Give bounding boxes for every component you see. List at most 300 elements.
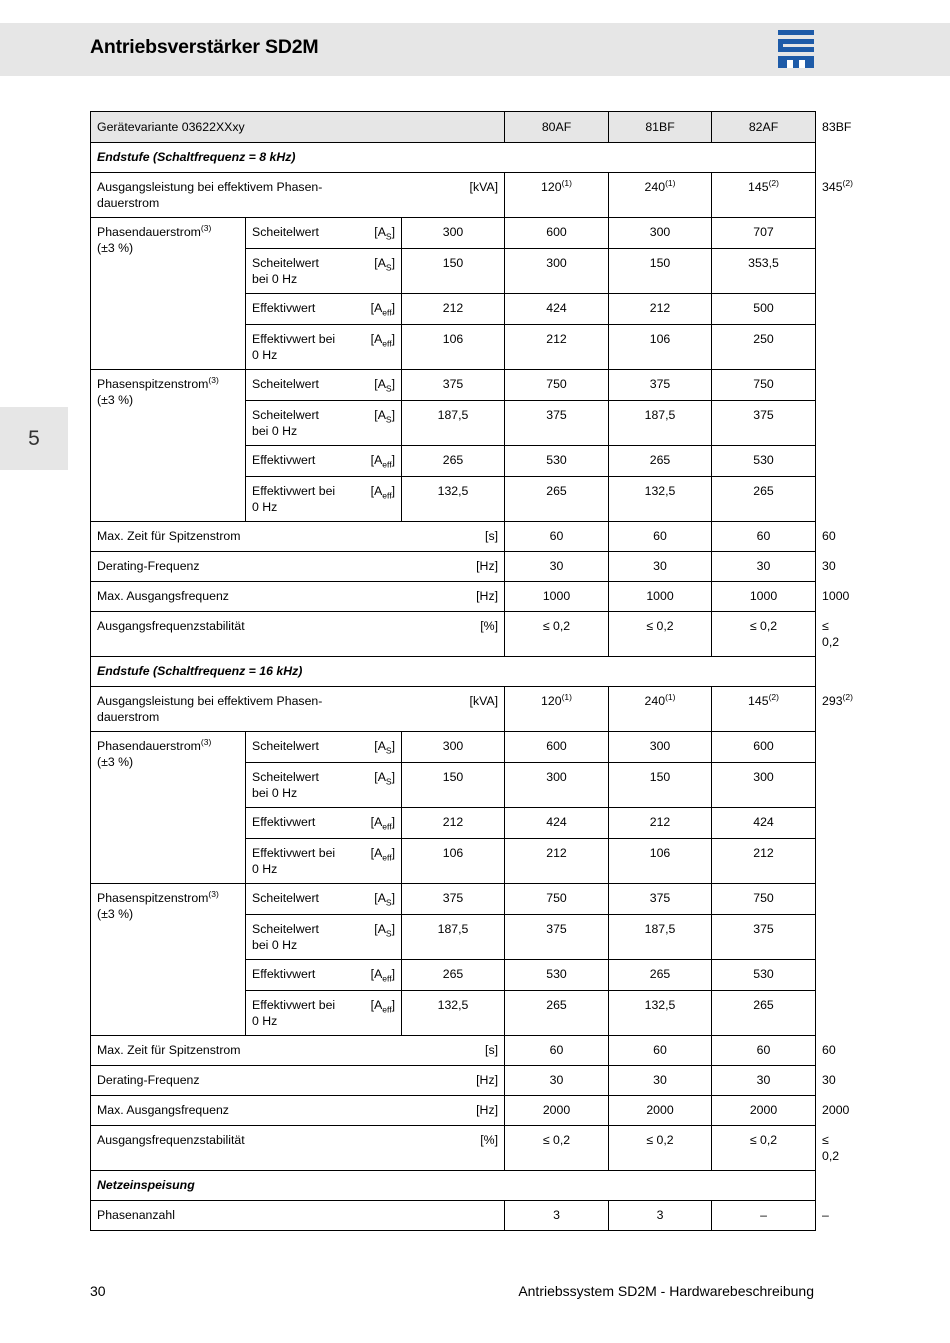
unit-subscript: S bbox=[385, 928, 392, 939]
s16-peak-current-rms-cell bbox=[609, 960, 712, 991]
s16-continuous-current-rms-value: 212 bbox=[649, 815, 671, 829]
s8-power-label-cell-text: dauerstrom bbox=[97, 195, 160, 210]
s8-frequency-stability-label-cell-text: Ausgangsfrequenzstabilität bbox=[97, 619, 245, 633]
s16-frequency-stability-cell bbox=[505, 1126, 609, 1171]
s16-continuous-current-peak-label-cell-label bbox=[252, 739, 319, 755]
s16-continuous-current-rms0-cell bbox=[402, 839, 505, 884]
footnote-ref: (3) bbox=[208, 374, 219, 385]
s16-frequency-stability-row bbox=[91, 1126, 816, 1171]
s16-max-time-label-cell-content bbox=[97, 1043, 498, 1059]
s8-continuous-current-peak-cell bbox=[402, 218, 505, 249]
s16-peak-current-peak0-value: 375 bbox=[753, 922, 774, 936]
unit-bracket: [A bbox=[370, 332, 383, 346]
s16-max-time-row bbox=[91, 1036, 816, 1066]
s8-max-time-label-cell-label bbox=[97, 529, 241, 545]
specification-table bbox=[90, 111, 853, 1231]
s8-section-title-text: Endstufe (Schaltfrequenz = 8 kHz) bbox=[97, 150, 296, 164]
s8-power-row bbox=[91, 173, 816, 218]
variant-name: 80AF bbox=[541, 119, 572, 134]
s16-peak-current-peak0-label-cell-text: bei 0 Hz bbox=[252, 937, 298, 952]
s8-max-time-cell bbox=[609, 522, 712, 552]
unit-bracket: [A bbox=[374, 408, 386, 422]
power-value: 145 bbox=[748, 180, 769, 194]
s16-peak-current-rms0-cell bbox=[712, 991, 816, 1036]
unit-bracket: ] bbox=[391, 256, 395, 270]
tolerance-label: (±3 %) bbox=[97, 906, 134, 921]
s8-peak-current-peak-label-cell-content bbox=[252, 377, 395, 393]
s8-continuous-current-peak-value: 300 bbox=[442, 225, 464, 239]
power-value: 293 bbox=[822, 694, 843, 708]
s8-max-frequency-label-cell-label bbox=[97, 589, 229, 605]
phases-label: Phasenanzahl bbox=[97, 1208, 175, 1222]
footnote-ref: (1) bbox=[665, 691, 676, 702]
s8-frequency-stability-label-cell-label bbox=[97, 619, 245, 635]
s16-peak-current-peak0-value: 187,5 bbox=[644, 922, 676, 936]
s8-continuous-current-peak0-label-cell-content bbox=[252, 256, 395, 287]
s8-continuous-current-peak-label-cell bbox=[246, 218, 402, 249]
s8-peak-current-rms-label-cell-text: Effektivwert bbox=[252, 453, 316, 467]
s16-section-title-text: Endstufe (Schaltfrequenz = 16 kHz) bbox=[97, 664, 303, 678]
unit-bracket: ] bbox=[391, 770, 395, 784]
s8-derating-value: 30 bbox=[822, 559, 836, 573]
s16-peak-current-peak0-value: 375 bbox=[546, 922, 567, 936]
s16-peak-current-peak0-label-cell bbox=[246, 915, 402, 960]
s8-continuous-current-peak0-value: 150 bbox=[442, 256, 464, 270]
unit-bracket: [A bbox=[370, 301, 383, 315]
unit bbox=[476, 559, 498, 575]
unit-subscript: eff bbox=[382, 821, 392, 832]
variant-label: Gerätevariante 03622XXxy bbox=[97, 119, 245, 134]
s8-continuous-current-rms-label-cell-label bbox=[252, 301, 315, 317]
s8-continuous-current-rms0-label-cell-label bbox=[252, 332, 335, 363]
s8-max-frequency-label-cell-content bbox=[97, 589, 498, 605]
s8-continuous-current-rms-value: 212 bbox=[442, 301, 464, 315]
s16-peak-current-peak0-label-cell-label bbox=[252, 922, 319, 953]
unit-bracket: ] bbox=[391, 891, 395, 905]
s16-peak-current-rms0-label-cell-content bbox=[252, 998, 395, 1029]
s16-peak-current-peak-value: 375 bbox=[442, 891, 464, 905]
unit bbox=[374, 739, 395, 755]
s16-max-frequency-label-cell bbox=[91, 1096, 505, 1126]
unit-label: [kVA] bbox=[469, 180, 499, 194]
s16-derating-value: 30 bbox=[653, 1073, 667, 1087]
s16-max-frequency-row bbox=[91, 1096, 816, 1126]
unit bbox=[374, 891, 395, 907]
variant-name: 82AF bbox=[748, 119, 779, 134]
s8-frequency-stability-row bbox=[91, 612, 816, 657]
s8-peak-current-rms-value: 530 bbox=[546, 453, 567, 467]
s8-peak-current-label: Phasenspitzenstrom bbox=[97, 377, 209, 391]
s8-peak-current-rms-value: 265 bbox=[442, 453, 464, 467]
unit bbox=[371, 332, 395, 363]
s8-peak-current-rms0-cell bbox=[609, 477, 712, 522]
s16-peak-current-rms-label-cell-text: Effektivwert bbox=[252, 967, 316, 981]
s16-derating-row bbox=[91, 1066, 816, 1096]
s16-continuous-current-rms-label-cell bbox=[246, 808, 402, 839]
s8-continuous-current-peak-value: 707 bbox=[753, 225, 774, 239]
s8-max-frequency-value: 1000 bbox=[542, 589, 571, 603]
phases-value: 3 bbox=[553, 1208, 560, 1222]
unit bbox=[371, 301, 395, 317]
s8-section-title bbox=[91, 143, 816, 173]
s16-continuous-current-peak-value: 300 bbox=[442, 739, 464, 753]
s16-derating-value: 30 bbox=[549, 1073, 564, 1087]
unit bbox=[470, 180, 498, 211]
unit-bracket: [A bbox=[374, 891, 386, 905]
s8-continuous-current-rms-cell bbox=[712, 294, 816, 325]
s16-frequency-stability-label-cell-content bbox=[97, 1133, 498, 1149]
s16-max-frequency-value: 2000 bbox=[542, 1103, 571, 1117]
s8-continuous-current-peak-row bbox=[91, 218, 816, 249]
s16-frequency-stability-label-cell-text: Ausgangsfrequenzstabilität bbox=[97, 1133, 245, 1147]
s8-derating-value: 30 bbox=[549, 559, 564, 573]
document-title: Antriebssystem SD2M - Hardwarebeschreibung bbox=[518, 1283, 814, 1299]
s16-derating-cell bbox=[712, 1066, 816, 1096]
unit-label: [Hz] bbox=[476, 589, 499, 603]
s8-peak-current-rms0-value: 132,5 bbox=[437, 484, 469, 498]
s16-continuous-current-peak-label-cell bbox=[246, 732, 402, 763]
s16-peak-current-rms0-label-cell-text: Effektivwert bei bbox=[252, 998, 336, 1012]
s8-peak-current-peak-value: 750 bbox=[546, 377, 567, 391]
s16-power-cell bbox=[712, 687, 816, 732]
s16-max-time-value: 60 bbox=[756, 1043, 771, 1057]
s8-continuous-current-rms-cell bbox=[609, 294, 712, 325]
s16-max-time-label-cell-label bbox=[97, 1043, 241, 1059]
s8-continuous-current-rms0-label-cell-text: Effektivwert bei bbox=[252, 332, 336, 346]
s16-section-title bbox=[91, 657, 816, 687]
footnote-ref: (3) bbox=[200, 222, 212, 233]
unit-subscript: eff bbox=[382, 852, 392, 863]
s16-peak-current-peak-cell bbox=[505, 884, 609, 915]
s16-peak-current-peak-label-cell-content bbox=[252, 891, 395, 907]
s8-frequency-stability-cell bbox=[712, 612, 816, 657]
s8-power-cell bbox=[609, 173, 712, 218]
s16-peak-current-peak-cell bbox=[609, 884, 712, 915]
tolerance-label: (±3 %) bbox=[97, 392, 134, 407]
power-value: 120 bbox=[541, 180, 562, 194]
unit-label: [%] bbox=[480, 1133, 499, 1147]
phases-value: – bbox=[822, 1208, 829, 1222]
unit bbox=[371, 484, 395, 515]
s16-power-cell bbox=[609, 687, 712, 732]
s16-continuous-current-rms-cell bbox=[402, 808, 505, 839]
unit-bracket: [A bbox=[370, 484, 383, 498]
unit-bracket: ] bbox=[391, 998, 395, 1012]
power-value: 120 bbox=[541, 694, 562, 708]
s16-derating-label-cell-content bbox=[97, 1073, 498, 1089]
s8-peak-current-peak-label-cell bbox=[246, 370, 402, 401]
s8-max-time-cell bbox=[712, 522, 816, 552]
s16-frequency-stability-value: ≤ 0,2 bbox=[822, 1133, 840, 1163]
s16-continuous-current-rms0-cell bbox=[712, 839, 816, 884]
s16-continuous-current-rms-value: 424 bbox=[546, 815, 567, 829]
s16-continuous-current-peak0-label-cell-label bbox=[252, 770, 319, 801]
s16-derating-cell bbox=[609, 1066, 712, 1096]
s8-peak-current-rms0-label-cell-content bbox=[252, 484, 395, 515]
s8-derating-cell bbox=[609, 552, 712, 582]
s16-frequency-stability-value: ≤ 0,2 bbox=[749, 1133, 778, 1147]
s8-continuous-current-rms0-cell bbox=[712, 325, 816, 370]
variant-column-header bbox=[712, 112, 816, 143]
s16-continuous-current-rms-label-cell-text: Effektivwert bbox=[252, 815, 316, 829]
variant-column-header bbox=[505, 112, 609, 143]
s8-peak-current-peak-value: 375 bbox=[442, 377, 464, 391]
unit bbox=[371, 846, 395, 877]
s8-peak-current-peak0-label-cell bbox=[246, 401, 402, 446]
unit bbox=[470, 694, 498, 725]
s8-frequency-stability-value: ≤ 0,2 bbox=[646, 619, 674, 633]
s8-peak-current-peak-label-cell-label bbox=[252, 377, 319, 393]
footnote-ref: (1) bbox=[665, 177, 676, 188]
s8-continuous-current-peak-label-cell-content bbox=[252, 225, 395, 241]
s8-continuous-current-rms-label-cell bbox=[246, 294, 402, 325]
s16-peak-current-peak0-label-cell-text: Scheitelwert bbox=[252, 922, 319, 936]
s16-power-label-cell-text: dauerstrom bbox=[97, 709, 160, 724]
s16-continuous-current-rms-value: 424 bbox=[753, 815, 774, 829]
s8-peak-current-peak0-value: 187,5 bbox=[437, 408, 469, 422]
variant-name: 81BF bbox=[645, 119, 675, 134]
s16-continuous-current-rms0-value: 212 bbox=[546, 846, 567, 860]
s16-frequency-stability-cell bbox=[712, 1126, 816, 1171]
s16-power-label-cell bbox=[91, 687, 505, 732]
phases-value: – bbox=[760, 1208, 767, 1222]
unit bbox=[476, 1073, 498, 1089]
unit bbox=[480, 619, 498, 635]
s16-derating-value: 30 bbox=[822, 1073, 836, 1087]
s8-continuous-current-rms0-label-cell-text: 0 Hz bbox=[252, 347, 278, 362]
unit-bracket: ] bbox=[391, 301, 395, 315]
unit bbox=[485, 1043, 498, 1059]
unit-subscript: S bbox=[385, 897, 392, 908]
s8-max-frequency-label-cell-text: Max. Ausgangsfrequenz bbox=[97, 589, 229, 603]
unit-label: [Hz] bbox=[476, 559, 499, 573]
s8-derating-label-cell-label bbox=[97, 559, 200, 575]
footnote-ref: (2) bbox=[768, 177, 779, 188]
s16-peak-current-rms-value: 265 bbox=[649, 967, 671, 981]
s8-peak-current-rms-cell bbox=[609, 446, 712, 477]
unit bbox=[476, 589, 498, 605]
phases-cell bbox=[505, 1201, 609, 1231]
s8-peak-current-peak0-cell bbox=[712, 401, 816, 446]
s8-peak-current-peak0-label-cell-text: Scheitelwert bbox=[252, 408, 319, 422]
s16-max-time-cell bbox=[712, 1036, 816, 1066]
footnote-ref: (2) bbox=[768, 691, 779, 702]
s16-continuous-current-peak-cell bbox=[609, 732, 712, 763]
s8-max-frequency-row bbox=[91, 582, 816, 612]
s16-peak-current-rms-value: 265 bbox=[442, 967, 464, 981]
s8-continuous-current-peak0-label-cell bbox=[246, 249, 402, 294]
s8-power-cell bbox=[505, 173, 609, 218]
s8-peak-current-rms0-value: 265 bbox=[753, 484, 774, 498]
unit-label: [Hz] bbox=[476, 1073, 499, 1087]
unit-label: [s] bbox=[485, 529, 499, 543]
s16-continuous-current-peak-value: 600 bbox=[546, 739, 567, 753]
s8-continuous-current-peak-cell bbox=[505, 218, 609, 249]
s16-continuous-current-rms-cell bbox=[712, 808, 816, 839]
unit-bracket: ] bbox=[391, 408, 395, 422]
unit-subscript: eff bbox=[382, 973, 392, 984]
unit-subscript: eff bbox=[382, 459, 392, 470]
s16-peak-current-label-cell bbox=[91, 884, 246, 1036]
s8-peak-current-rms-label-cell-content bbox=[252, 453, 395, 469]
s16-peak-current-peak-label-cell-label bbox=[252, 891, 319, 907]
unit bbox=[480, 1133, 498, 1149]
s8-frequency-stability-label-cell-content bbox=[97, 619, 498, 635]
unit-bracket: [A bbox=[370, 846, 383, 860]
unit bbox=[371, 815, 395, 831]
s16-peak-current-rms-cell bbox=[402, 960, 505, 991]
unit-subscript: eff bbox=[382, 307, 392, 318]
unit-subscript: S bbox=[385, 231, 392, 242]
unit bbox=[371, 967, 395, 983]
s16-peak-current-rms-label-cell-content bbox=[252, 967, 395, 983]
variant-column-header bbox=[609, 112, 712, 143]
footnote-ref: (3) bbox=[208, 888, 219, 899]
s8-peak-current-peak0-value: 187,5 bbox=[644, 408, 676, 422]
s16-peak-current-rms0-label-cell bbox=[246, 991, 402, 1036]
unit bbox=[485, 529, 498, 545]
s8-continuous-current-rms-value: 212 bbox=[649, 301, 671, 315]
unit-bracket: ] bbox=[391, 846, 395, 860]
s16-continuous-current-label: Phasendauerstrom bbox=[97, 739, 201, 753]
s16-peak-current-rms-cell bbox=[505, 960, 609, 991]
s16-continuous-current-rms-cell bbox=[609, 808, 712, 839]
s8-continuous-current-rms-cell bbox=[402, 294, 505, 325]
s16-peak-current-peak0-cell bbox=[712, 915, 816, 960]
unit-subscript: eff bbox=[382, 1004, 392, 1015]
s8-max-frequency-cell bbox=[609, 582, 712, 612]
s16-continuous-current-peak0-cell bbox=[505, 763, 609, 808]
s16-continuous-current-peak0-label-cell bbox=[246, 763, 402, 808]
s8-peak-current-peak-value: 750 bbox=[753, 377, 774, 391]
s16-peak-current-peak-cell bbox=[402, 884, 505, 915]
power-value: 345 bbox=[822, 180, 843, 194]
s8-max-frequency-value: 1000 bbox=[646, 589, 674, 603]
s16-max-frequency-value: 2000 bbox=[822, 1103, 850, 1117]
s16-frequency-stability-value: ≤ 0,2 bbox=[542, 1133, 571, 1147]
unit-bracket: ] bbox=[391, 453, 395, 467]
s8-peak-current-rms-label-cell-label bbox=[252, 453, 315, 469]
s8-peak-current-peak0-label-cell-text: bei 0 Hz bbox=[252, 423, 298, 438]
unit-subscript: S bbox=[385, 414, 392, 425]
s16-continuous-current-peak0-label-cell-content bbox=[252, 770, 395, 801]
s8-peak-current-peak-label-cell-text: Scheitelwert bbox=[252, 377, 319, 391]
s8-continuous-current-peak-label-cell-text: Scheitelwert bbox=[252, 225, 319, 239]
s8-peak-current-peak-cell bbox=[505, 370, 609, 401]
s16-peak-current-peak0-cell bbox=[402, 915, 505, 960]
s8-power-cell bbox=[712, 173, 816, 218]
s8-max-frequency-value: 1000 bbox=[822, 589, 850, 603]
unit-bracket: ] bbox=[391, 922, 395, 936]
s8-continuous-current-peak0-label-cell-text: bei 0 Hz bbox=[252, 271, 298, 286]
footnote-ref: (1) bbox=[561, 177, 572, 188]
s8-peak-current-peak0-cell bbox=[609, 401, 712, 446]
unit bbox=[374, 377, 395, 393]
s16-max-frequency-value: 2000 bbox=[749, 1103, 778, 1117]
s8-max-time-row bbox=[91, 522, 816, 552]
unit bbox=[374, 770, 395, 801]
s16-max-frequency-cell bbox=[609, 1096, 712, 1126]
s8-power-label-cell-content bbox=[97, 180, 498, 211]
net-section-title bbox=[91, 1171, 816, 1201]
s16-peak-current-rms0-value: 265 bbox=[753, 998, 774, 1012]
s8-continuous-current-rms0-cell bbox=[505, 325, 609, 370]
s16-frequency-stability-cell bbox=[609, 1126, 712, 1171]
s8-peak-current-peak-cell bbox=[609, 370, 712, 401]
s16-continuous-current-rms0-cell bbox=[505, 839, 609, 884]
phases-label-cell bbox=[91, 1201, 505, 1231]
s8-power-label-cell-label bbox=[97, 180, 322, 211]
s16-max-frequency-cell bbox=[712, 1096, 816, 1126]
s8-continuous-current-peak-value: 300 bbox=[649, 225, 671, 239]
s8-max-time-label-cell bbox=[91, 522, 505, 552]
s16-max-frequency-label-cell-text: Max. Ausgangsfrequenz bbox=[97, 1103, 229, 1117]
phases-cell bbox=[712, 1201, 816, 1231]
s8-peak-current-peak0-cell bbox=[402, 401, 505, 446]
unit-bracket: [A bbox=[370, 967, 383, 981]
s16-max-time-label-cell-text: Max. Zeit für Spitzenstrom bbox=[97, 1043, 241, 1057]
unit-bracket: [A bbox=[374, 739, 386, 753]
s8-peak-current-peak0-label-cell-content bbox=[252, 408, 395, 439]
s8-peak-current-rms0-cell bbox=[505, 477, 609, 522]
s8-max-time-value: 60 bbox=[756, 529, 771, 543]
unit bbox=[371, 453, 395, 469]
s8-peak-current-rms-cell bbox=[402, 446, 505, 477]
unit-bracket: [A bbox=[374, 377, 386, 391]
s16-continuous-current-peak0-cell bbox=[609, 763, 712, 808]
s8-peak-current-rms-cell bbox=[712, 446, 816, 477]
s8-continuous-current-rms0-value: 212 bbox=[546, 332, 567, 346]
s8-peak-current-rms0-cell bbox=[402, 477, 505, 522]
s8-continuous-current-rms-label-cell-content bbox=[252, 301, 395, 317]
s16-peak-current-rms-label-cell-label bbox=[252, 967, 315, 983]
s8-continuous-current-peak0-label-cell-text: Scheitelwert bbox=[252, 256, 319, 270]
s16-peak-current-peak-value: 750 bbox=[546, 891, 567, 905]
s16-continuous-current-peak0-label-cell-text: bei 0 Hz bbox=[252, 785, 298, 800]
s16-continuous-current-peak-cell bbox=[505, 732, 609, 763]
s16-peak-current-rms-cell bbox=[712, 960, 816, 991]
s8-peak-current-rms-label-cell bbox=[246, 446, 402, 477]
s16-power-label-cell-content bbox=[97, 694, 498, 725]
s16-peak-current-peak-cell bbox=[712, 884, 816, 915]
net-section-title-row bbox=[91, 1171, 816, 1201]
s16-continuous-current-rms0-label-cell-label bbox=[252, 846, 335, 877]
s16-power-label-cell-label bbox=[97, 694, 322, 725]
s8-peak-current-peak0-value: 375 bbox=[753, 408, 774, 422]
s16-continuous-current-peak-row bbox=[91, 732, 816, 763]
variant-header bbox=[91, 112, 505, 143]
s16-power-label-cell-text: Ausgangsleistung bei effektivem Phasen- bbox=[97, 694, 323, 708]
s16-peak-current-rms0-value: 132,5 bbox=[437, 998, 469, 1012]
s16-peak-current-rms0-value: 265 bbox=[546, 998, 567, 1012]
s8-peak-current-rms-value: 265 bbox=[649, 453, 671, 467]
s16-frequency-stability-value: ≤ 0,2 bbox=[646, 1133, 674, 1147]
s8-peak-current-peak0-value: 375 bbox=[546, 408, 567, 422]
phases-value: 3 bbox=[656, 1208, 664, 1222]
s8-continuous-current-rms-value: 424 bbox=[546, 301, 567, 315]
s8-max-frequency-cell bbox=[505, 582, 609, 612]
unit bbox=[374, 225, 395, 241]
s8-continuous-current-label-cell bbox=[91, 218, 246, 370]
s8-peak-current-rms0-value: 265 bbox=[546, 484, 567, 498]
page-title: Antriebsverstärker SD2M bbox=[90, 36, 319, 58]
unit-subscript: eff bbox=[382, 490, 392, 501]
s8-max-frequency-cell bbox=[712, 582, 816, 612]
s16-power-row bbox=[91, 687, 816, 732]
power-value: 145 bbox=[748, 694, 769, 708]
unit-label: [Hz] bbox=[476, 1103, 499, 1117]
s8-frequency-stability-value: ≤ 0,2 bbox=[822, 619, 840, 649]
